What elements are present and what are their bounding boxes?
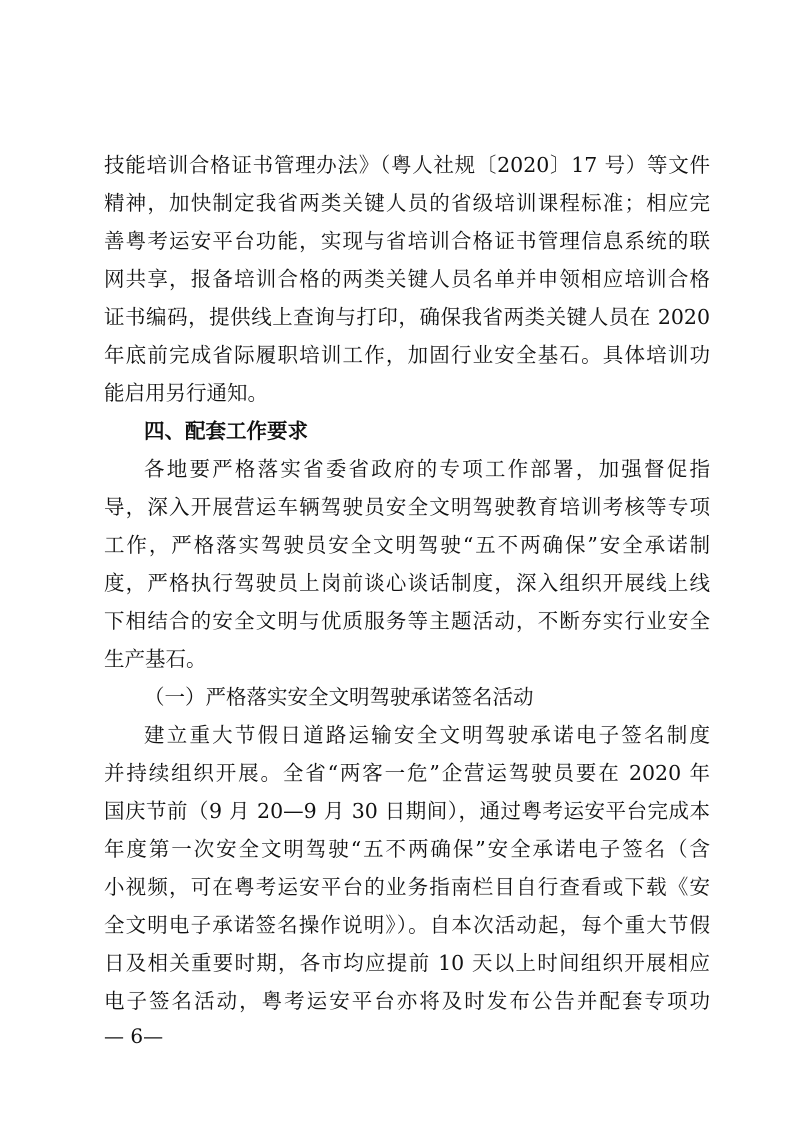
subsection-heading: （一）严格落实安全文明驾驶承诺签名活动 xyxy=(144,685,534,709)
body-line: 建立重大节假日道路运输安全文明驾驶承诺电子签名制度 xyxy=(144,723,710,747)
body-line: 日及相关重要时期，各市均应提前 10 天以上时间组织开展相应 xyxy=(104,951,710,975)
body-line: 证书编码，提供线上查询与打印，确保我省两类关键人员在 2020 xyxy=(104,305,710,329)
body-line: 国庆节前（9 月 20—9 月 30 日期间），通过粤考运安平台完成本 xyxy=(104,799,710,823)
body-line: 能启用另行通知。 xyxy=(104,381,268,405)
body-line: 并持续组织开展。全省“两客一危”企营运驾驶员要在 2020 年 xyxy=(104,761,710,785)
body-line: 年度第一次安全文明驾驶“五不两确保”安全承诺电子签名（含 xyxy=(104,837,710,861)
body-line: 全文明电子承诺签名操作说明》）。自本次活动起，每个重大节假 xyxy=(104,913,710,937)
body-line: 善粤考运安平台功能，实现与省培训合格证书管理信息系统的联 xyxy=(104,229,710,253)
body-line: 电子签名活动，粤考运安平台亦将及时发布公告并配套专项功 xyxy=(104,989,710,1013)
body-line: 导，深入开展营运车辆驾驶员安全文明驾驶教育培训考核等专项 xyxy=(104,495,710,519)
body-line: 生产基石。 xyxy=(104,647,207,671)
section-heading: 四、配套工作要求 xyxy=(144,419,308,443)
body-line: 下相结合的安全文明与优质服务等主题活动，不断夯实行业安全 xyxy=(104,609,710,633)
body-line: 各地要严格落实省委省政府的专项工作部署，加强督促指 xyxy=(144,457,710,481)
body-line: 度，严格执行驾驶员上岗前谈心谈话制度，深入组织开展线上线 xyxy=(104,571,710,595)
body-line: 小视频，可在粤考运安平台的业务指南栏目自行查看或下载《安 xyxy=(104,875,710,899)
page-number: — 6— xyxy=(104,1024,164,1048)
body-line: 精神，加快制定我省两类关键人员的省级培训课程标准；相应完 xyxy=(104,191,710,215)
body-line: 工作，严格落实驾驶员安全文明驾驶“五不两确保”安全承诺制 xyxy=(104,533,710,557)
body-line: 年底前完成省际履职培训工作，加固行业安全基石。具体培训功 xyxy=(104,343,710,367)
body-line: 技能培训合格证书管理办法》（粤人社规〔2020〕17 号）等文件 xyxy=(104,153,710,177)
body-line: 网共享，报备培训合格的两类关键人员名单并申领相应培训合格 xyxy=(104,267,710,291)
